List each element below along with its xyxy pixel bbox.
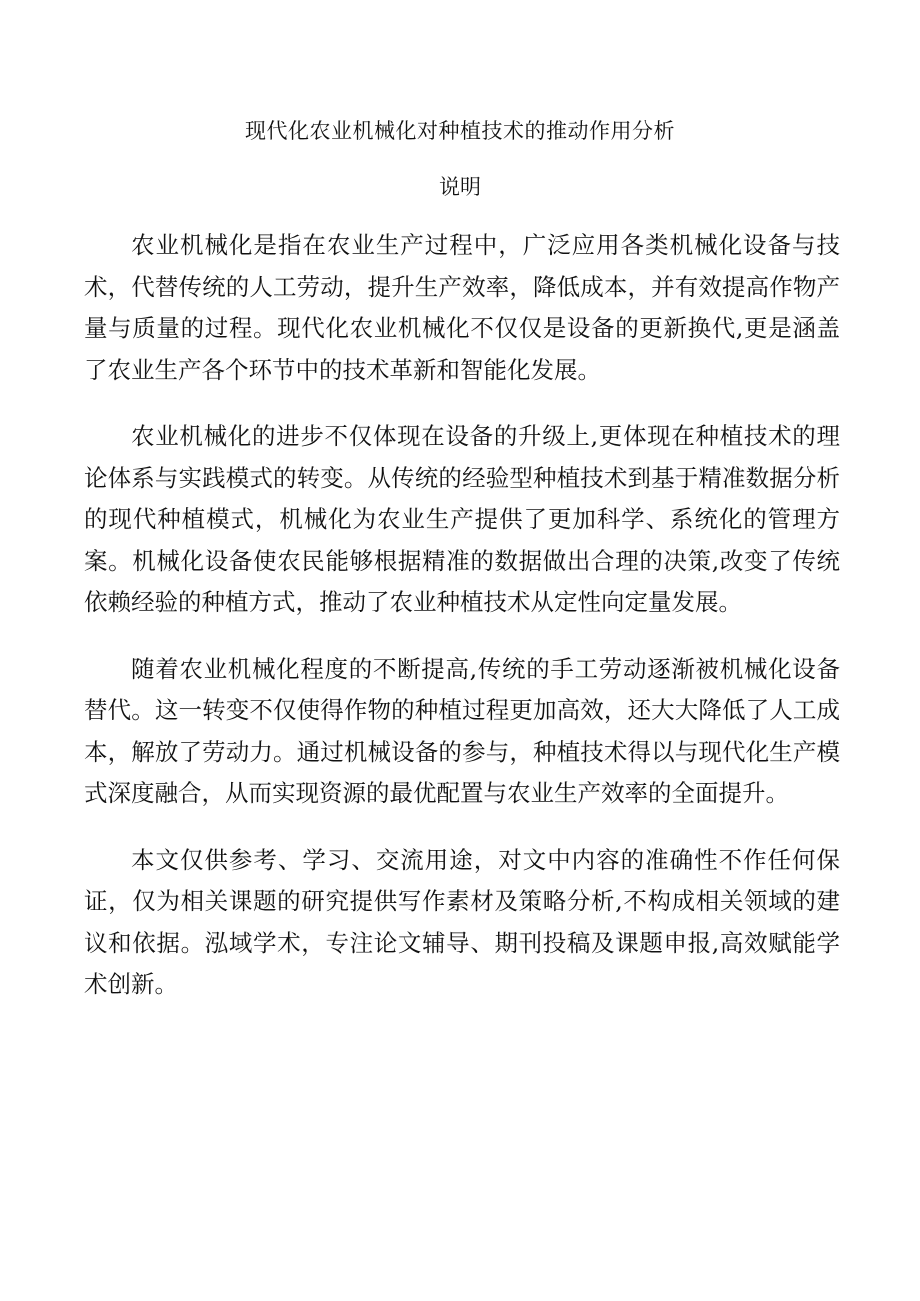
paragraph-3: 随着农业机械化程度的不断提高,传统的手工劳动逐渐被机械化设备替代。这一转变不仅使得作物的种植过程更加高效，还大大降低了人工成本，解放了劳动力。通过机械设备的参与，种植技术得以与现代化生产模式深度融合，从而实现资源的最优配置与农业生产效率的全面提升。 (84, 654, 840, 807)
paragraph-4: 本文仅供参考、学习、交流用途，对文中内容的准确性不作任何保证，仅为相关课题的研究提供写作素材及策略分析,不构成相关领域的建议和依据。泓域学术，专注论文辅导、期刊投稿及课题申报,高效赋能学术创新。 (84, 845, 840, 998)
document-title: 现代化农业机械化对种植技术的推动作用分析 (245, 119, 675, 143)
paragraph-1: 农业机械化是指在农业生产过程中，广泛应用各类机械化设备与技术，代替传统的人工劳动，提升生产效率，降低成本，并有效提高作物产量与质量的过程。现代化农业机械化不仅仅是设备的更新换代,更是涵盖了农业生产各个环节中的技术革新和智能化发展。 (84, 231, 840, 384)
document-subtitle: 说明 (439, 175, 481, 199)
paragraph-2: 农业机械化的进步不仅体现在设备的升级上,更体现在种植技术的理论体系与实践模式的转变。从传统的经验型种植技术到基于精准数据分析的现代种植模式，机械化为农业生产提供了更加科学、系统化的管理方案。机械化设备使农民能够根据精准的数据做出合理的决策,改变了传统依赖经验的种植方式，推动了农业种植技术从定性向定量发展。 (84, 422, 840, 616)
document-body (84, 225, 840, 1031)
